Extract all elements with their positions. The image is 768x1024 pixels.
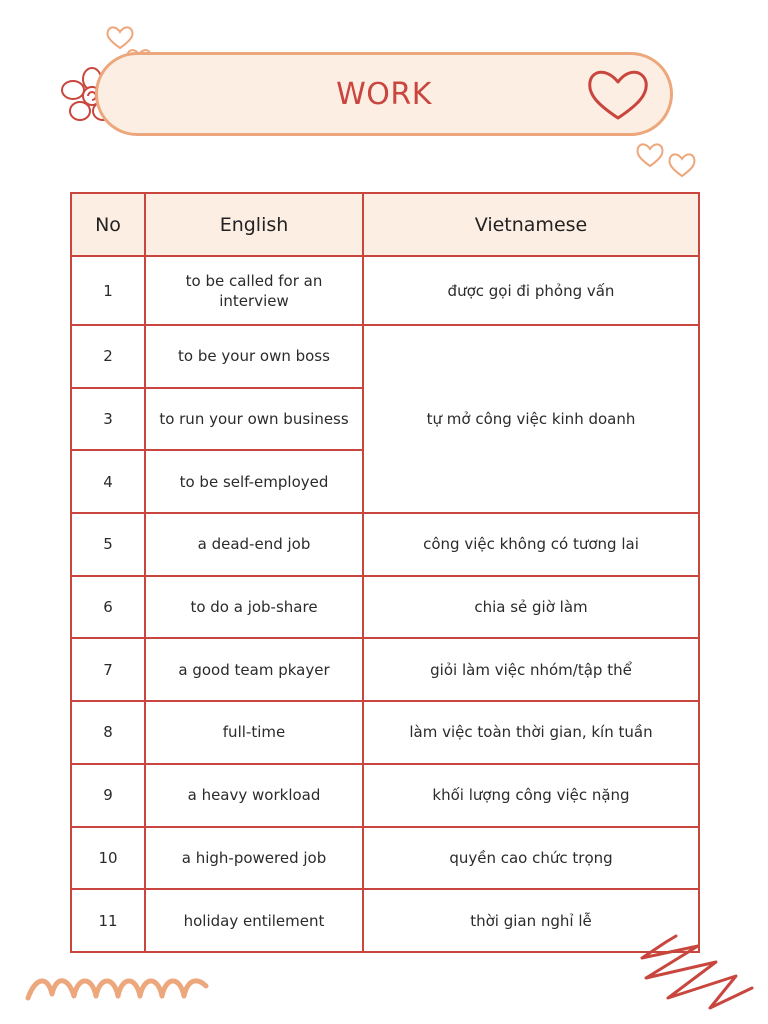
vocabulary-table — [70, 192, 700, 953]
small-heart-icon — [666, 150, 698, 180]
vietnamese-term: giỏi làm việc nhóm/tập thể — [363, 638, 699, 701]
table-row — [71, 701, 699, 764]
vietnamese-term: làm việc toàn thời gian, kín tuần — [363, 701, 699, 764]
vietnamese-term: chia sẻ giờ làm — [363, 576, 699, 639]
row-number: 9 — [71, 764, 145, 827]
table-row — [71, 764, 699, 827]
english-term: a high-powered job — [145, 827, 363, 890]
row-number: 4 — [71, 450, 145, 513]
row-number: 1 — [71, 256, 145, 325]
english-term: holiday entilement — [145, 889, 363, 952]
english-term: to run your own business — [145, 388, 363, 451]
zigzag-scribble-icon — [632, 928, 762, 1018]
row-number: 5 — [71, 513, 145, 576]
table-row — [71, 638, 699, 701]
table-row — [71, 325, 699, 388]
table-row — [71, 889, 699, 952]
table-header-row — [71, 193, 699, 256]
english-term: to do a job-share — [145, 576, 363, 639]
table-row — [71, 256, 699, 325]
english-term: to be your own boss — [145, 325, 363, 388]
row-number: 10 — [71, 827, 145, 890]
header-no: No — [71, 193, 145, 256]
english-term: a heavy workload — [145, 764, 363, 827]
header-english: English — [145, 193, 363, 256]
english-term: full-time — [145, 701, 363, 764]
vietnamese-term: được gọi đi phỏng vấn — [363, 256, 699, 325]
heart-icon — [585, 64, 651, 124]
row-number: 3 — [71, 388, 145, 451]
small-heart-icon — [634, 140, 666, 170]
header-vietnamese: Vietnamese — [363, 193, 699, 256]
vietnamese-term: tự mở công việc kinh doanh — [363, 325, 699, 513]
english-term: a good team pkayer — [145, 638, 363, 701]
table-row — [71, 827, 699, 890]
page-title: WORK — [336, 76, 432, 112]
table-row — [71, 513, 699, 576]
vietnamese-term: công việc không có tương lai — [363, 513, 699, 576]
vietnamese-term: thời gian nghỉ lễ — [363, 889, 699, 952]
squiggle-icon — [22, 968, 212, 1010]
row-number: 8 — [71, 701, 145, 764]
english-term: to be called for an interview — [145, 256, 363, 325]
vietnamese-term: khối lượng công việc nặng — [363, 764, 699, 827]
row-number: 11 — [71, 889, 145, 952]
vietnamese-term: quyền cao chức trọng — [363, 827, 699, 890]
row-number: 6 — [71, 576, 145, 639]
english-term: a dead-end job — [145, 513, 363, 576]
row-number: 7 — [71, 638, 145, 701]
english-term: to be self-employed — [145, 450, 363, 513]
table-row — [71, 576, 699, 639]
row-number: 2 — [71, 325, 145, 388]
